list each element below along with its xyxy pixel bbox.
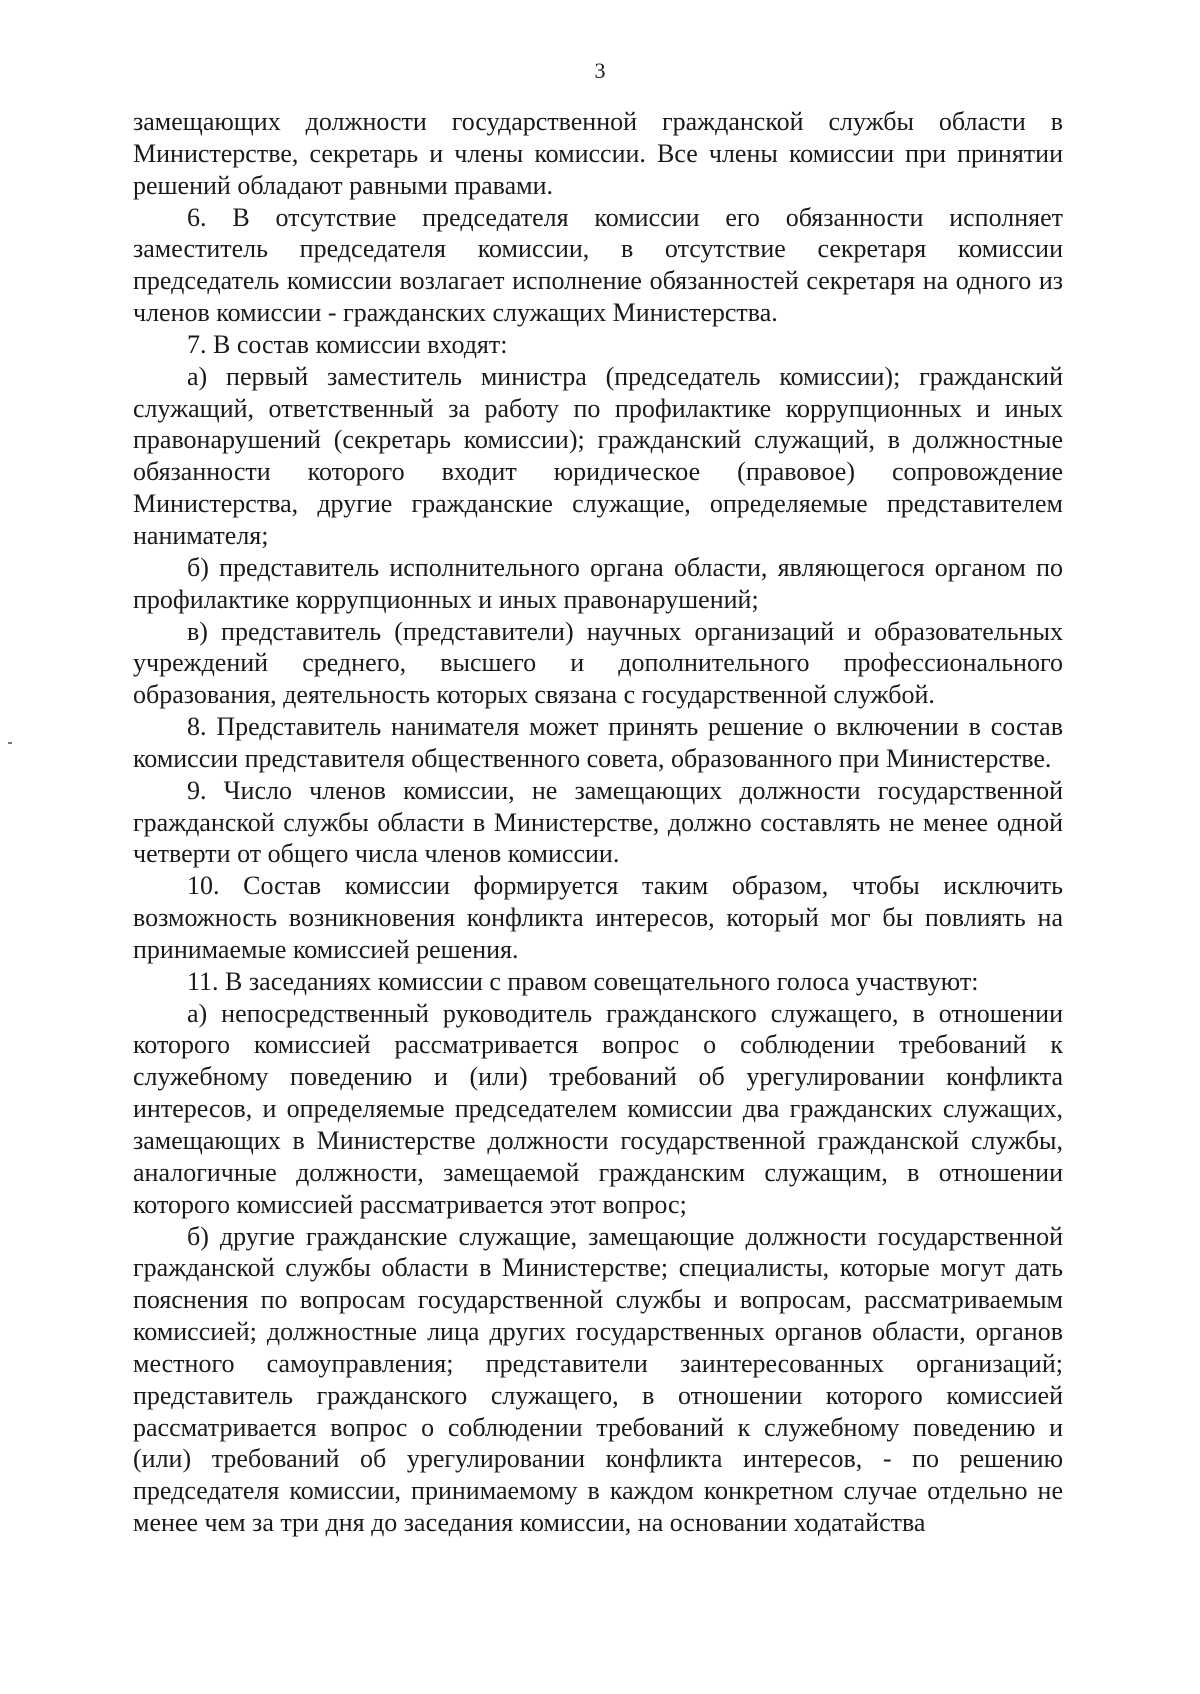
- paragraph-item-7: 7. В состав комиссии входят:: [187, 329, 508, 359]
- paragraph-continuation: замещающих должности государственной гражданской службы области в Министерстве, секретарь и члены комиссии. Все члены комиссии при принятии решений обладают равными правами.: [133, 107, 1063, 200]
- paragraph-item-7v: в) представитель (представители) научных организаций и образовательных учреждений среднего, высшего и дополнительного профессионального образования, деятельность которых связана с государственной службой.: [133, 616, 1063, 710]
- paragraph-item-8: 8. Представитель нанимателя может принять решение о включении в состав комиссии представителя общественного совета, образованного при Министерстве.: [133, 712, 1063, 773]
- document-body: [133, 106, 1063, 1539]
- paragraph-item-11b: б) другие гражданские служащие, замещающие должности государственной гражданской службы области в Министерстве; специалисты, которые могут дать пояснения по вопросам государственной службы и вопросам, рассматриваемым комиссией; должностные лица других государственных органов области, органов местного самоуправления; представители заинтересованных организаций; представитель гражданского служащего, в отношении которого комиссией рассматривается вопрос о соблюдении требований к служебному поведению и (или) требований об урегулировании конфликта интересов, - по решению председателя комиссии, принимаемому в каждом конкретном случае отдельно не менее чем за три дня до заседания комиссии, на основании ходатайства: [133, 1221, 1063, 1538]
- paragraph-item-10: 10. Состав комиссии формируется таким образом, чтобы исключить возможность возникновения конфликта интересов, который мог бы повлиять на принимаемые комиссией решения.: [133, 871, 1063, 964]
- scan-artifact-mark: [8, 742, 12, 744]
- paragraph-item-7a: а) первый заместитель министра (председатель комиссии); гражданский служащий, ответственный за работу по профилактике коррупционных и иных правонарушений (секретарь комиссии); гражданский служащий, в должностные обязанности которого входит юридическое (правовое) сопровождение Министерства, другие гражданские служащие, определяемые представителем нанимателя;: [133, 361, 1063, 550]
- paragraph-item-7b: б) представитель исполнительного органа области, являющегося органом по профилактике коррупционных и иных правонарушений;: [133, 552, 1063, 614]
- page-number: 3: [594, 58, 606, 83]
- paragraph-item-11: 11. В заседаниях комиссии с правом совещательного голоса участвуют:: [187, 966, 979, 996]
- paragraph-item-11a: а) непосредственный руководитель гражданского служащего, в отношении которого комиссией рассматривается вопрос о соблюдении требований к служебному поведению и (или) требований об урегулировании конфликта интересов, и определяемые председателем комиссии два гражданских служащих, замещающих в Министерстве должности государственной гражданской службы, аналогичные должности, замещаемой гражданским служащим, в отношении которого комиссией рассматривается этот вопрос;: [133, 998, 1063, 1219]
- paragraph-item-6: 6. В отсутствие председателя комиссии его обязанности исполняет заместитель председателя комиссии, в отсутствие секретаря комиссии председатель комиссии возлагает исполнение обязанностей секретаря на одного из членов комиссии - гражданских служащих Министерства.: [133, 202, 1063, 328]
- paragraph-item-9: 9. Число членов комиссии, не замещающих должности государственной гражданской службы области в Министерстве, должно составлять не менее одной четверти от общего числа членов комиссии.: [133, 775, 1063, 869]
